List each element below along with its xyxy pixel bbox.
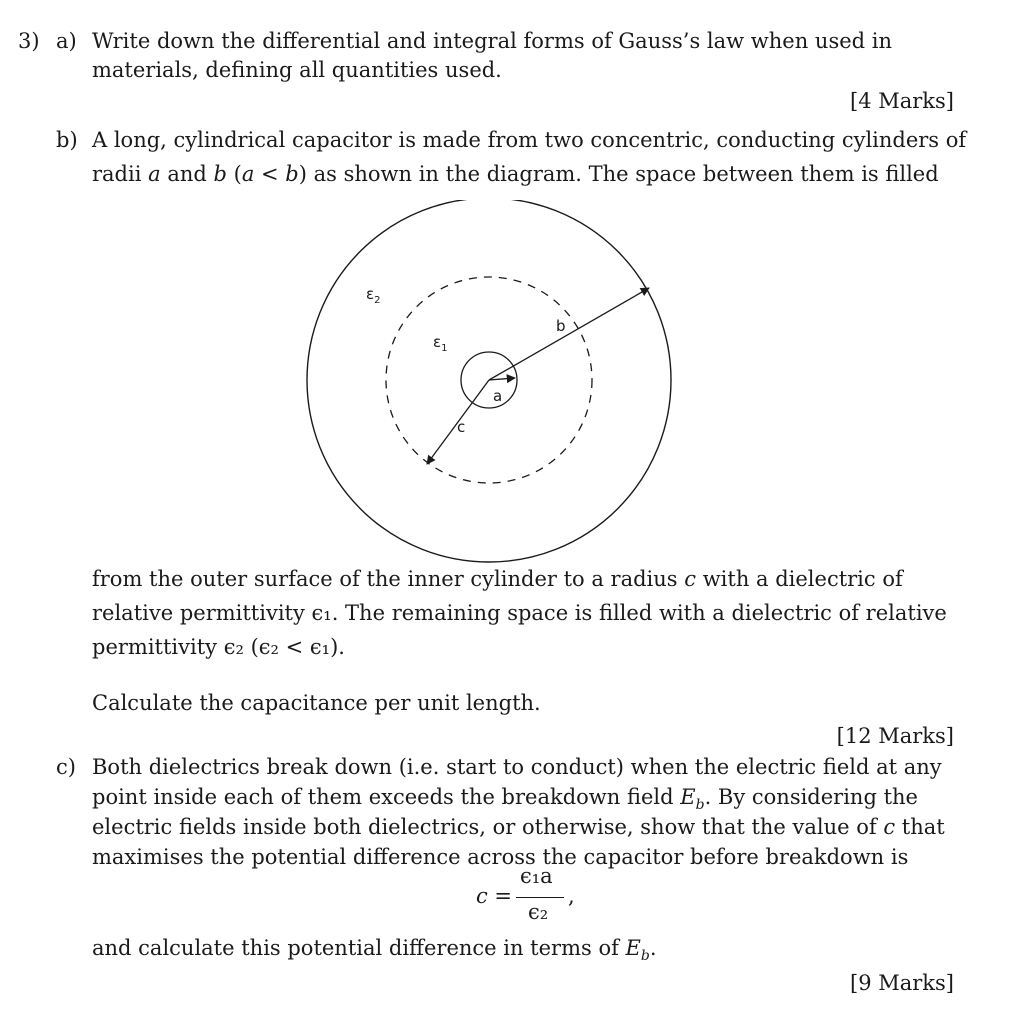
part-c-line-3: electric fields inside both dielectrics, or otherwise, show that the value of c that bbox=[92, 815, 945, 839]
part-b-line-4: relative permittivity ϵ₁. The remaining space is filled with a dielectric of relative bbox=[92, 601, 947, 625]
label-c: c bbox=[457, 418, 466, 436]
label-b: b bbox=[556, 317, 566, 335]
part-c-label: c) bbox=[56, 755, 76, 779]
equation-c bbox=[476, 862, 616, 932]
part-c-line-4: maximises the potential difference across the capacitor before breakdown is bbox=[92, 845, 909, 869]
part-b-marks: [12 Marks] bbox=[836, 724, 954, 748]
equation-denominator: ϵ₂ bbox=[528, 900, 549, 924]
part-b-line-6: Calculate the capacitance per unit length. bbox=[92, 691, 541, 715]
label-a: a bbox=[493, 387, 503, 405]
part-a-label: a) bbox=[56, 29, 77, 53]
part-c-line-1: Both dielectrics break down (i.e. start to conduct) when the electric field at any bbox=[92, 755, 942, 779]
fraction-bar bbox=[516, 897, 564, 898]
part-b-label: b) bbox=[56, 128, 78, 152]
part-a-marks: [4 Marks] bbox=[850, 89, 954, 113]
label-eps1: $\varepsilon_1$ bbox=[433, 333, 448, 354]
part-b-line-3: from the outer surface of the inner cylinder to a radius c with a dielectric of bbox=[92, 567, 903, 591]
equation-lhs: c = bbox=[476, 884, 513, 908]
radius-b-arrow bbox=[489, 288, 649, 380]
part-c-marks: [9 Marks] bbox=[850, 971, 954, 995]
part-b-line-5: permittivity ϵ₂ (ϵ₂ < ϵ₁). bbox=[92, 635, 345, 659]
equation-numerator: ϵ₁a bbox=[520, 864, 553, 888]
label-eps2: $\varepsilon_2$ bbox=[366, 285, 381, 306]
part-b-line-2: radii a and b (a < b) as shown in the diagram. The space between them is filled bbox=[92, 162, 939, 186]
part-a-line-1: Write down the differential and integral forms of Gauss’s law when used in bbox=[92, 29, 893, 53]
part-a-line-2: materials, defining all quantities used. bbox=[92, 58, 502, 82]
capacitor-diagram bbox=[300, 200, 680, 570]
part-c-line-2: point inside each of them exceeds the breakdown field $E_b$. By considering the bbox=[92, 785, 918, 814]
question-number: 3) bbox=[18, 29, 40, 53]
equation-comma: , bbox=[568, 884, 575, 908]
part-b-line-1: A long, cylindrical capacitor is made from two concentric, conducting cylinders of bbox=[92, 128, 967, 152]
part-c-line-5: and calculate this potential difference in terms of $E_b$. bbox=[92, 936, 657, 965]
